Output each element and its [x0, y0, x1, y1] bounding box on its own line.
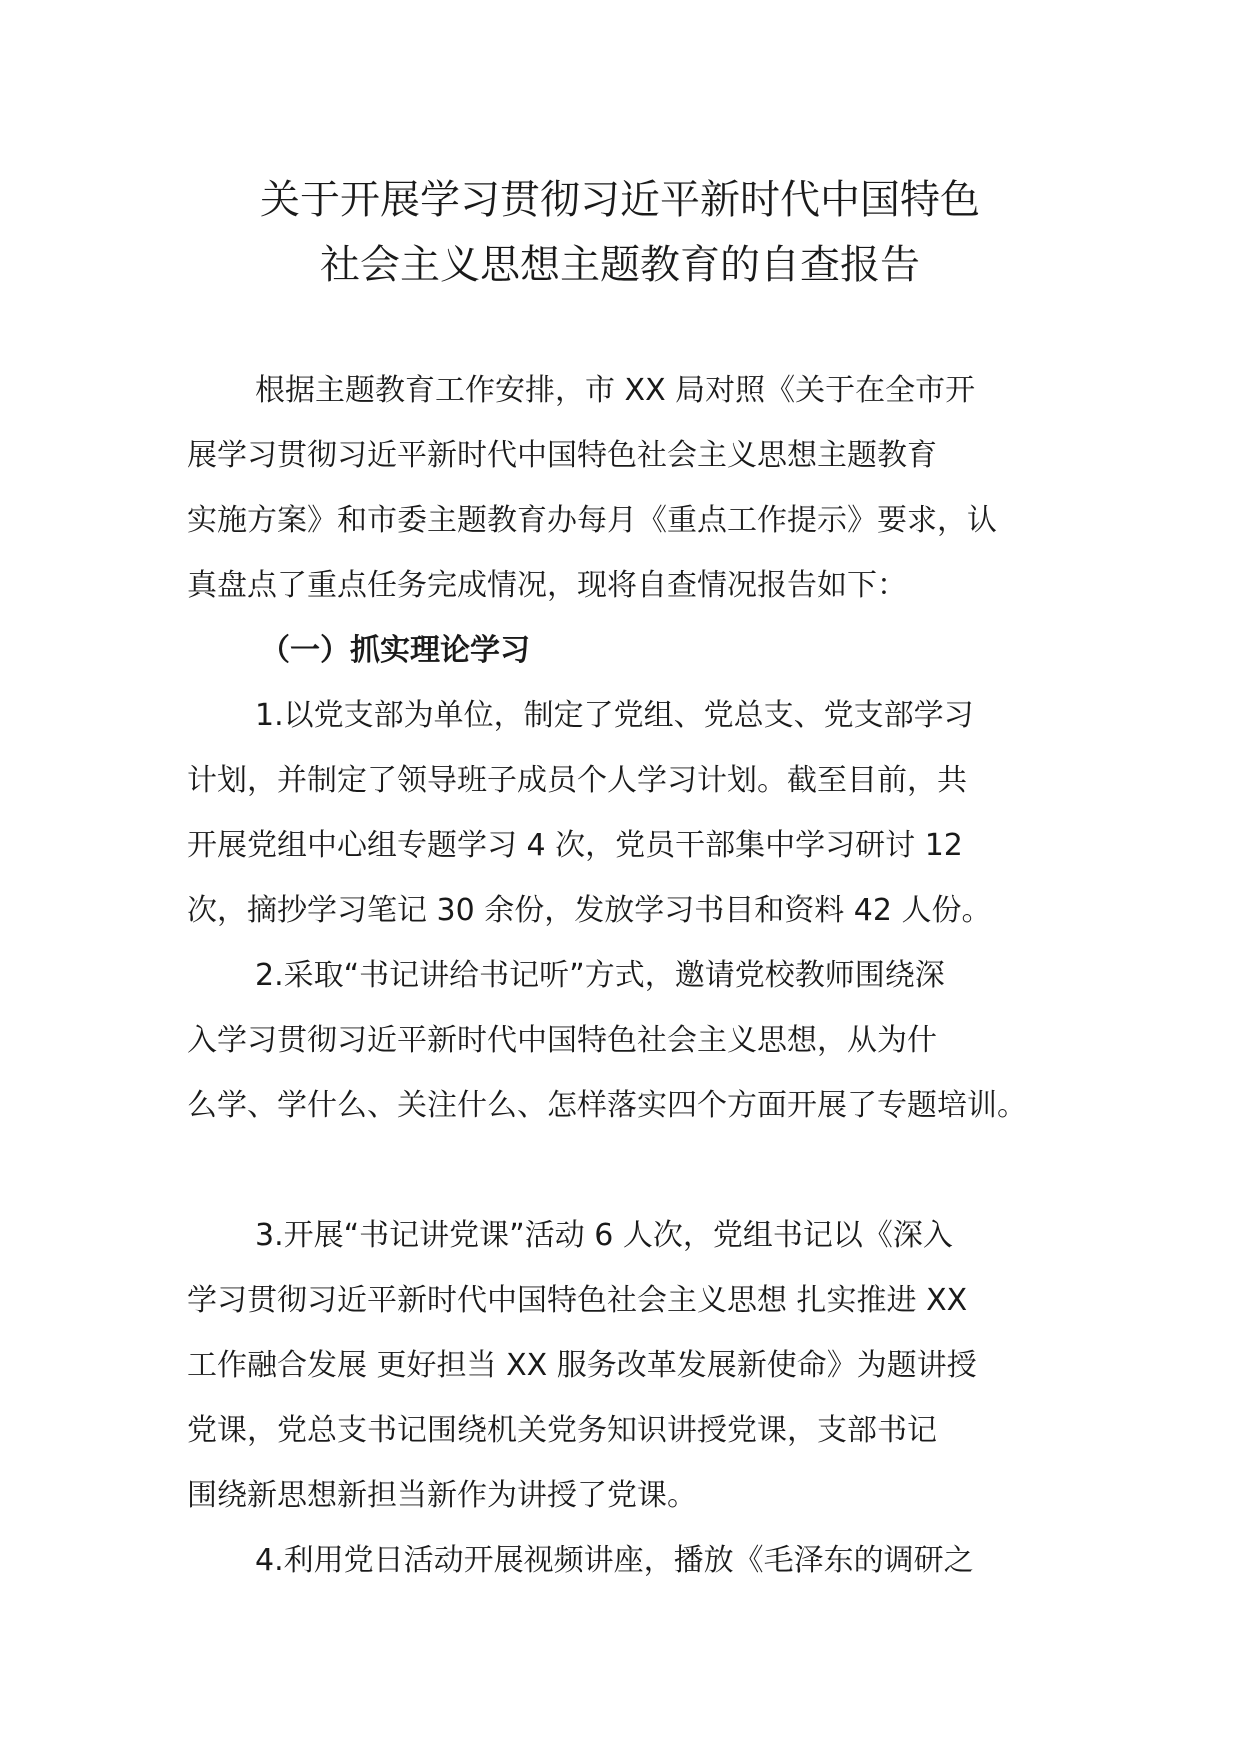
item3-line-1: 3.开展“书记讲党课”活动 6 人次，党组书记以《深入 — [255, 1218, 953, 1253]
document-title-line-2: 社会主义思想主题教育的自查报告 — [320, 242, 920, 288]
item3-line-2: 学习贯彻习近平新时代中国特色社会主义思想 扎实推进 XX — [187, 1283, 968, 1318]
item1-line-1: 1.以党支部为单位，制定了党组、党总支、党支部学习 — [255, 698, 974, 733]
item1-line-4: 次，摘抄学习笔记 30 余份，发放学习书目和资料 42 人份。 — [187, 893, 992, 928]
intro-line-4: 真盘点了重点任务完成情况，现将自查情况报告如下： — [187, 568, 907, 603]
item4-line-1: 4.利用党日活动开展视频讲座，播放《毛泽东的调研之 — [255, 1543, 974, 1578]
intro-line-2: 展学习贯彻习近平新时代中国特色社会主义思想主题教育 — [187, 438, 937, 473]
item2-line-3: 么学、学什么、关注什么、怎样落实四个方面开展了专题培训。 — [187, 1088, 1027, 1123]
item2-line-2: 入学习贯彻习近平新时代中国特色社会主义思想，从为什 — [187, 1023, 937, 1058]
intro-line-3: 实施方案》和市委主题教育办每月《重点工作提示》要求，认 — [187, 503, 997, 538]
item1-line-2: 计划，并制定了领导班子成员个人学习计划。截至目前，共 — [187, 763, 967, 798]
intro-line-1: 根据主题教育工作安排，市 XX 局对照《关于在全市开 — [255, 373, 976, 408]
item3-line-3: 工作融合发展 更好担当 XX 服务改革发展新使命》为题讲授 — [187, 1348, 977, 1383]
item2-line-1: 2.采取“书记讲给书记听”方式，邀请党校教师围绕深 — [255, 958, 945, 993]
item1-line-3: 开展党组中心组专题学习 4 次，党员干部集中学习研讨 12 — [187, 828, 963, 863]
section-heading: （一）抓实理论学习 — [260, 633, 530, 668]
item3-line-4: 党课，党总支书记围绕机关党务知识讲授党课，支部书记 — [187, 1413, 937, 1448]
document-title-line-1: 关于开展学习贯彻习近平新时代中国特色 — [260, 177, 980, 223]
item3-line-5: 围绕新思想新担当新作为讲授了党课。 — [187, 1478, 697, 1513]
